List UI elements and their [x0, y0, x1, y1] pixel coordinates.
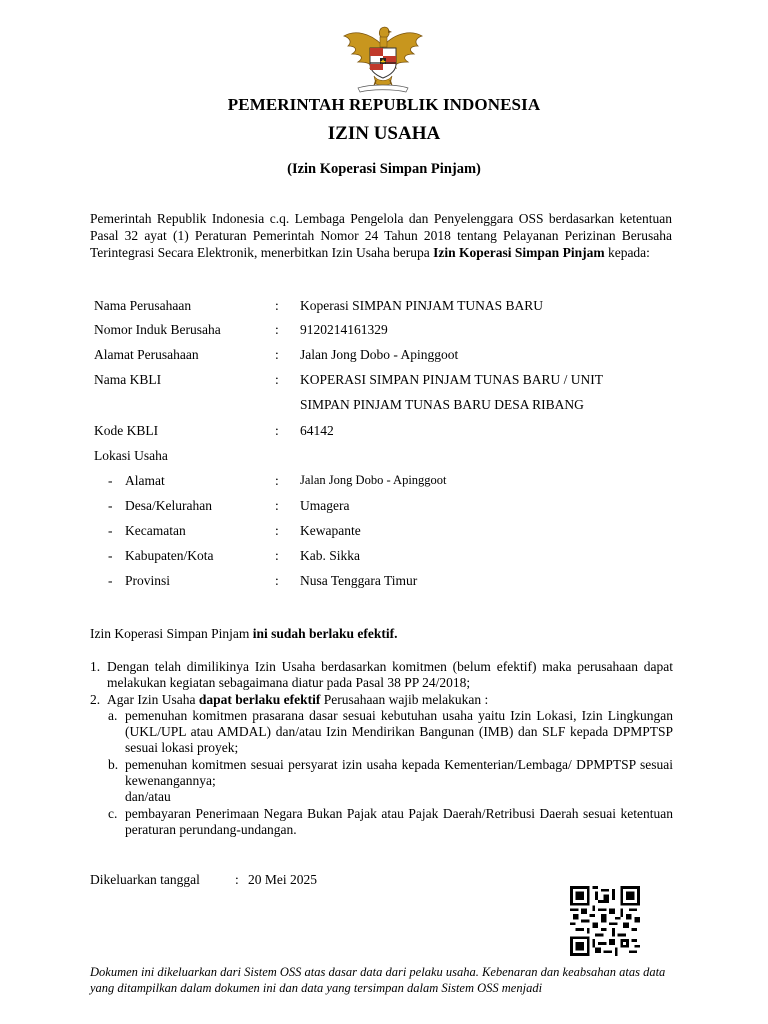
colon: : [275, 523, 279, 538]
footer-disclaimer: Dokumen ini dikeluarkan dari Sistem OSS atas dasar data dari pelaku usaha. Kebenaran dan keabsahan atas data yang ditampilkan dalam dokumen ini dan data yang tersimpan dalam Sistem OSS menjadi [90, 965, 666, 995]
district-label: Kecamatan [125, 523, 186, 538]
note-item-2 [90, 692, 673, 708]
note-subitem-c [90, 806, 673, 839]
subitem-text: pemenuhan komitmen sesuai persyarat izin usaha kepada Kementerian/Lembaga/ DPMPTSP sesuai kewenangannya; [125, 756, 673, 789]
subitem-text: pembayaran Penerimaan Negara Bukan Pajak atau Pajak Daerah/Retribusi Daerah sesuai ketentuan peraturan perundang-undangan. [125, 805, 673, 837]
note-prefix: Agar Izin Usaha [107, 691, 199, 707]
issued-date-label: Dikeluarkan tanggal [90, 872, 200, 887]
colon: : [235, 872, 239, 887]
note-bold: dapat berlaku efektif [198, 691, 321, 707]
company-address-value: Jalan Jong Dobo - Apinggoot [300, 347, 459, 362]
nib-label: Nomor Induk Berusaha [94, 322, 221, 337]
location-address-label: Alamat [125, 473, 165, 488]
garuda-emblem-icon [340, 24, 426, 96]
list-dash: - [108, 473, 113, 488]
colon: : [275, 498, 279, 513]
intro-text: Pemerintah Republik Indonesia c.q. Lembaga Pengelola dan Penyelenggara OSS berdasarkan ketentuan Pasal 32 ayat (1) Peraturan Pemerintah Nomor 24 Tahun 2018 tentang Pelayanan Perizinan Berusaha Terintegrasi Secara Elektronik, menerbitkan Izin Usaha berupa [90, 211, 672, 260]
regency-value: Kab. Sikka [300, 548, 360, 563]
note-number: 2. [90, 691, 101, 707]
nib-value: 9120214161329 [300, 322, 388, 337]
kbli-code-label: Kode KBLI [94, 423, 159, 438]
list-dash: - [108, 573, 113, 588]
document-title: IZIN USAHA [327, 123, 441, 144]
colon: : [275, 372, 279, 387]
colon: : [275, 548, 279, 563]
issued-date-value: 20 Mei 2025 [248, 872, 317, 887]
and-or-text: dan/atau [125, 789, 171, 805]
subitem-letter: c. [108, 805, 118, 821]
note-subitem-a [90, 708, 673, 757]
notes-list [90, 659, 673, 838]
intro-tail: kepada: [604, 245, 650, 260]
business-location-label: Lokasi Usaha [94, 448, 168, 463]
district-value: Kewapante [300, 523, 361, 538]
province-value: Nusa Tenggara Timur [300, 573, 418, 588]
kbli-name-label: Nama KBLI [94, 372, 162, 387]
document-subtitle: (Izin Koperasi Simpan Pinjam) [287, 161, 481, 177]
note-subitem-b [90, 757, 673, 790]
note-item-1 [90, 659, 673, 692]
colon: : [275, 573, 279, 588]
note-suffix: Perusahaan wajib melakukan : [320, 691, 489, 707]
subitem-letter: b. [108, 756, 119, 772]
company-address-label: Alamat Perusahaan [94, 347, 199, 362]
village-value: Umagera [300, 498, 350, 513]
province-label: Provinsi [125, 573, 171, 588]
status-prefix: Izin Koperasi Simpan Pinjam [90, 626, 253, 641]
status-effective: ini sudah berlaku efektif. [252, 626, 398, 641]
kbli-name-value-line1: KOPERASI SIMPAN PINJAM TUNAS BARU / UNIT [300, 372, 604, 387]
colon: : [275, 298, 279, 313]
list-dash: - [108, 523, 113, 538]
village-label: Desa/Kelurahan [125, 498, 212, 513]
colon: : [275, 322, 279, 337]
subitem-text: pemenuhan komitmen prasarana dasar sesuai kebutuhan usaha yaitu Izin Lokasi, Izin Lingkungan (UKL/UPL atau AMDAL) dan/atau Izin Mendirikan Bangunan (IMB) dan SLF kepada DPMPTSP sesuai lokasi proyek; [125, 707, 673, 756]
colon: : [275, 473, 279, 488]
list-dash: - [108, 498, 113, 513]
regency-label: Kabupaten/Kota [125, 548, 214, 563]
list-dash: - [108, 548, 113, 563]
colon: : [275, 423, 279, 438]
location-address-value: Jalan Jong Dobo - Apinggoot [300, 473, 447, 487]
company-name-value: Koperasi SIMPAN PINJAM TUNAS BARU [300, 298, 544, 313]
intro-license-type: Izin Koperasi Simpan Pinjam [433, 245, 605, 260]
note-text: Dengan telah dimilikinya Izin Usaha berdasarkan komitmen (belum efektif) maka perusahaan dapat melakukan kegiatan sebagaimana diatur pada Pasal 38 PP 24/2018; [107, 659, 673, 691]
government-heading: PEMERINTAH REPUBLIK INDONESIA [227, 95, 541, 114]
kbli-name-value-line2: SIMPAN PINJAM TUNAS BARU DESA RIBANG [300, 397, 584, 412]
subitem-letter: a. [108, 707, 118, 723]
company-name-label: Nama Perusahaan [94, 298, 192, 313]
intro-paragraph [90, 210, 672, 261]
note-number: 1. [90, 659, 101, 674]
qr-code-icon [566, 886, 644, 956]
colon: : [275, 347, 279, 362]
kbli-code-value: 64142 [300, 423, 334, 438]
license-status [90, 626, 398, 642]
